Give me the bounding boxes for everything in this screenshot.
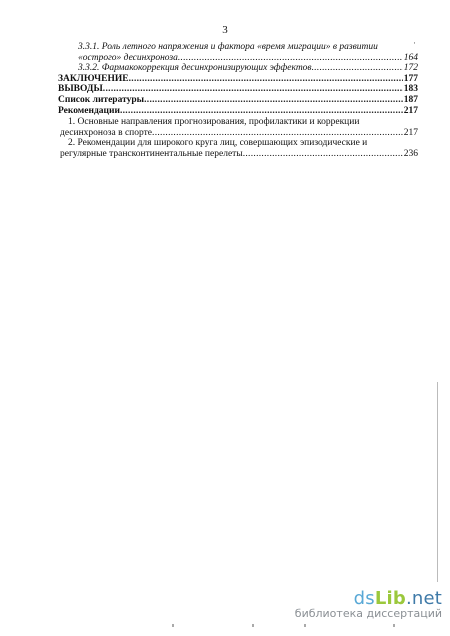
toc-entry-title-line: 3.3.1. Роль летного напряжения и фактора «время миграции» в развитии: [78, 42, 378, 52]
toc-entry-page: 183: [403, 84, 418, 95]
toc-entry-title: ЗАКЛЮЧЕНИЕ: [58, 73, 129, 84]
page-number: 3: [222, 24, 228, 36]
toc-entry-recommendations[interactable]: [58, 106, 418, 117]
toc-entry-page: 164: [403, 52, 418, 63]
dot-leader: [120, 106, 403, 117]
toc-entry-page: 217: [403, 105, 418, 116]
dslib-logo: dsLib.net: [353, 588, 442, 609]
toc-entry-title: 3.3.2. Фармакокоррекция десинхронизирующих эффектов: [78, 63, 312, 74]
toc-entry-title: Список литературы: [58, 94, 145, 105]
toc-entry-title-continuation: десинхроноза в спорте: [60, 127, 153, 138]
toc-entry-recommendation-1[interactable]: [58, 117, 418, 138]
dslib-subtitle: библиотека диссертаций: [294, 607, 442, 620]
dot-leader: [312, 63, 403, 74]
toc-entry-page: 236: [403, 148, 418, 159]
dot-leader: [103, 84, 403, 95]
toc-entry-3-3-2[interactable]: [58, 63, 418, 74]
dot-leader: [178, 53, 403, 64]
toc-entry-title: Рекомендации: [58, 105, 120, 116]
toc-entry-title-line: 1. Основные направления прогнозирования, профилактики и коррекции: [68, 117, 360, 128]
dslib-watermark[interactable]: [295, 588, 442, 620]
toc-entry-references[interactable]: [58, 95, 418, 106]
toc-entry-title-continuation: регулярные трансконтинентальные перелеты: [60, 148, 243, 159]
table-of-contents: [58, 42, 418, 160]
toc-entry-page: 177: [403, 73, 418, 84]
toc-entry-conclusion[interactable]: [58, 74, 418, 85]
toc-entry-findings[interactable]: [58, 84, 418, 95]
toc-entry-3-3-1[interactable]: [58, 42, 418, 63]
scan-edge-line: [437, 382, 438, 582]
toc-entry-title-line: 2. Рекомендации для широкого круга лиц, совершающих эпизодические и: [68, 138, 368, 149]
scan-speck: ·: [413, 38, 416, 48]
dot-leader: [129, 74, 403, 85]
toc-entry-title-continuation: «острого» десинхроноза: [78, 52, 178, 63]
toc-entry-page: 187: [403, 94, 418, 105]
dot-leader: [144, 95, 403, 106]
toc-entry-page: 172: [403, 63, 418, 74]
dot-leader: [243, 149, 403, 160]
toc-entry-recommendation-2[interactable]: [58, 138, 418, 159]
toc-entry-page: 217: [403, 127, 418, 138]
dot-leader: [152, 128, 403, 139]
scan-bottom-marks: [60, 624, 400, 628]
toc-entry-title: ВЫВОДЫ: [58, 84, 103, 95]
